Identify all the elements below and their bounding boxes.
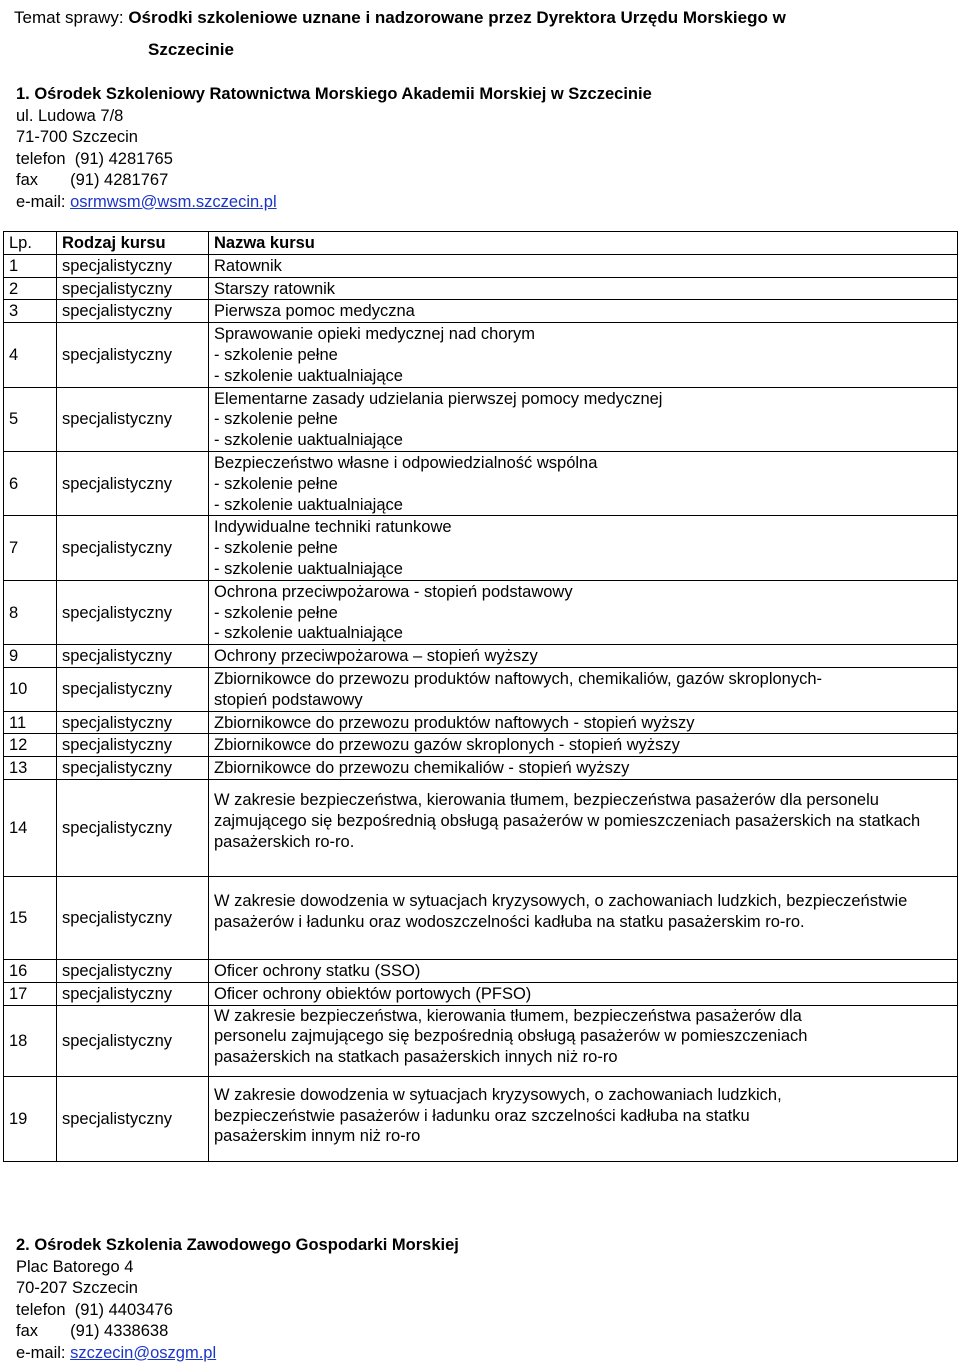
course-name-line: personelu zajmującego się bezpośrednią obsługą pasażerów w pomieszczeniach xyxy=(214,1026,953,1047)
row-course-type: specjalistyczny xyxy=(57,451,209,515)
course-name-line: Oficer ochrony obiektów portowych (PFSO) xyxy=(214,984,953,1005)
center-street: Plac Batorego 4 xyxy=(16,1257,459,1279)
course-name-line: W zakresie dowodzenia w sytuacjach kryzysowych, o zachowaniach ludzkich, xyxy=(214,1085,953,1106)
center-name: 2. Ośrodek Szkolenia Zawodowego Gospodarki Morskiej xyxy=(16,1235,459,1257)
row-course-type: specjalistyczny xyxy=(57,277,209,300)
row-course-type: specjalistyczny xyxy=(57,779,209,876)
subject-value-continued: Szczecinie xyxy=(14,34,914,66)
center-city: 70-207 Szczecin xyxy=(16,1278,459,1300)
row-course-name xyxy=(209,959,958,982)
row-lp: 8 xyxy=(4,580,57,644)
table-row xyxy=(4,645,958,668)
email-label: e-mail: xyxy=(16,193,70,211)
row-course-type: specjalistyczny xyxy=(57,734,209,757)
table-row xyxy=(4,580,958,644)
email-link[interactable]: szczecin@oszgm.pl xyxy=(70,1344,216,1362)
course-name-line: bezpieczeństwie pasażerów i ładunku oraz szczelności kadłuba na statku xyxy=(214,1106,953,1127)
center-city: 71-700 Szczecin xyxy=(16,127,652,149)
row-course-name xyxy=(209,300,958,323)
table-row xyxy=(4,779,958,876)
center-email-row xyxy=(16,192,652,214)
header-course-name: Nazwa kursu xyxy=(209,232,958,255)
row-lp: 3 xyxy=(4,300,57,323)
course-name-line: Indywidualne techniki ratunkowe xyxy=(214,517,953,538)
row-course-type: specjalistyczny xyxy=(57,667,209,711)
row-course-type: specjalistyczny xyxy=(57,711,209,734)
course-name-line: Ochrony przeciwpożarowa – stopień wyższy xyxy=(214,646,953,667)
courses-table xyxy=(3,231,958,1162)
center-name: 1. Ośrodek Szkoleniowy Ratownictwa Morskiego Akademii Morskiej w Szczecinie xyxy=(16,84,652,106)
row-lp: 13 xyxy=(4,757,57,780)
table-row xyxy=(4,877,958,960)
row-course-type: specjalistyczny xyxy=(57,959,209,982)
course-name-line: - szkolenie pełne xyxy=(214,538,953,559)
row-lp: 7 xyxy=(4,516,57,580)
row-lp: 14 xyxy=(4,779,57,876)
row-course-type: specjalistyczny xyxy=(57,757,209,780)
row-lp: 5 xyxy=(4,387,57,451)
subject-value: Ośrodki szkoleniowe uznane i nadzorowane przez Dyrektora Urzędu Morskiego w xyxy=(128,8,785,27)
row-course-name xyxy=(209,1076,958,1161)
row-course-name: W zakresie dowodzenia w sytuacjach kryzysowych, o zachowaniach ludzkich, bezpieczeństwie pasażerów i ładunku oraz wodoszczelności kadłuba na statku pasażerskim ro-ro. xyxy=(209,877,958,960)
course-name-line: - szkolenie pełne xyxy=(214,345,953,366)
row-lp: 6 xyxy=(4,451,57,515)
row-course-type: specjalistyczny xyxy=(57,387,209,451)
table-row xyxy=(4,387,958,451)
row-course-name xyxy=(209,451,958,515)
table-row xyxy=(4,323,958,387)
course-name-line: Zbiornikowce do przewozu produktów naftowych - stopień wyższy xyxy=(214,713,953,734)
table-row xyxy=(4,1076,958,1161)
row-course-type: specjalistyczny xyxy=(57,877,209,960)
course-name-line: - szkolenie uaktualniające xyxy=(214,430,953,451)
course-name-line: Starszy ratownik xyxy=(214,279,953,300)
center-phone: telefon (91) 4403476 xyxy=(16,1300,459,1322)
table-row xyxy=(4,300,958,323)
row-course-type: specjalistyczny xyxy=(57,645,209,668)
row-course-type: specjalistyczny xyxy=(57,323,209,387)
row-lp: 2 xyxy=(4,277,57,300)
row-course-name xyxy=(209,387,958,451)
course-name-line: Zbiornikowce do przewozu chemikaliów - stopień wyższy xyxy=(214,758,953,779)
table-row xyxy=(4,667,958,711)
course-name-line: Sprawowanie opieki medycznej nad chorym xyxy=(214,324,953,345)
course-name-line: W zakresie bezpieczeństwa, kierowania tłumem, bezpieczeństwa pasażerów dla xyxy=(214,1006,953,1027)
row-lp: 19 xyxy=(4,1076,57,1161)
row-course-name xyxy=(209,254,958,277)
row-lp: 10 xyxy=(4,667,57,711)
course-name-line: - szkolenie uaktualniające xyxy=(214,623,953,644)
email-link[interactable]: osrmwsm@wsm.szczecin.pl xyxy=(70,193,277,211)
row-course-name xyxy=(209,982,958,1005)
table-row xyxy=(4,959,958,982)
table-row xyxy=(4,451,958,515)
course-name-line: - szkolenie pełne xyxy=(214,409,953,430)
row-lp: 9 xyxy=(4,645,57,668)
row-lp: 4 xyxy=(4,323,57,387)
course-name-line: Oficer ochrony statku (SSO) xyxy=(214,961,953,982)
row-course-name xyxy=(209,1005,958,1076)
row-lp: 18 xyxy=(4,1005,57,1076)
table-header-row xyxy=(4,232,958,255)
row-course-type: specjalistyczny xyxy=(57,516,209,580)
course-name-line: - szkolenie uaktualniające xyxy=(214,559,953,580)
row-course-type: specjalistyczny xyxy=(57,300,209,323)
course-name-line: Zbiornikowce do przewozu produktów naftowych, chemikaliów, gazów skroplonych- xyxy=(214,669,953,690)
row-course-name xyxy=(209,516,958,580)
row-course-name xyxy=(209,323,958,387)
row-lp: 1 xyxy=(4,254,57,277)
course-name-line: Bezpieczeństwo własne i odpowiedzialność wspólna xyxy=(214,453,953,474)
row-course-type: specjalistyczny xyxy=(57,580,209,644)
course-name-line: - szkolenie uaktualniające xyxy=(214,366,953,387)
course-name-line: Pierwsza pomoc medyczna xyxy=(214,301,953,322)
table-row xyxy=(4,516,958,580)
row-course-name xyxy=(209,645,958,668)
center-fax: fax (91) 4281767 xyxy=(16,170,652,192)
center-phone: telefon (91) 4281765 xyxy=(16,149,652,171)
table-row xyxy=(4,1005,958,1076)
course-name-line: - szkolenie pełne xyxy=(214,603,953,624)
table-row xyxy=(4,982,958,1005)
row-lp: 15 xyxy=(4,877,57,960)
course-name-line: Ratownik xyxy=(214,256,953,277)
course-name-line: - szkolenie pełne xyxy=(214,474,953,495)
course-name-line: stopień podstawowy xyxy=(214,690,953,711)
center-email-row xyxy=(16,1343,459,1364)
row-course-name: W zakresie bezpieczeństwa, kierowania tłumem, bezpieczeństwa pasażerów dla personelu zajmującego się bezpośrednią obsługą pasażerów w pomieszczeniach pasażerskich na statkach pasażerskich ro-ro. xyxy=(209,779,958,876)
course-name-line: - szkolenie uaktualniające xyxy=(214,495,953,516)
row-course-type: specjalistyczny xyxy=(57,1005,209,1076)
row-course-name xyxy=(209,734,958,757)
row-course-type: specjalistyczny xyxy=(57,1076,209,1161)
row-lp: 16 xyxy=(4,959,57,982)
row-lp: 11 xyxy=(4,711,57,734)
course-name-line: Ochrona przeciwpożarowa - stopień podstawowy xyxy=(214,582,953,603)
training-center-2 xyxy=(16,1235,459,1364)
email-label: e-mail: xyxy=(16,1344,70,1362)
header-course-type: Rodzaj kursu xyxy=(57,232,209,255)
course-name-line: Zbiornikowce do przewozu gazów skroplonych - stopień wyższy xyxy=(214,735,953,756)
row-course-type: specjalistyczny xyxy=(57,982,209,1005)
table-row xyxy=(4,277,958,300)
row-course-name xyxy=(209,277,958,300)
row-course-name xyxy=(209,711,958,734)
table-row xyxy=(4,757,958,780)
center-street: ul. Ludowa 7/8 xyxy=(16,106,652,128)
training-center-1 xyxy=(16,84,652,213)
table-row xyxy=(4,711,958,734)
course-name-line: pasażerskich na statkach pasażerskich innych niż ro-ro xyxy=(214,1047,953,1068)
table-row xyxy=(4,254,958,277)
row-lp: 17 xyxy=(4,982,57,1005)
row-course-name xyxy=(209,667,958,711)
table-row xyxy=(4,734,958,757)
subject-line xyxy=(14,2,914,66)
header-lp: Lp. xyxy=(4,232,57,255)
center-fax: fax (91) 4338638 xyxy=(16,1321,459,1343)
row-course-type: specjalistyczny xyxy=(57,254,209,277)
table-body xyxy=(4,254,958,1161)
row-course-name xyxy=(209,757,958,780)
row-lp: 12 xyxy=(4,734,57,757)
course-name-line: pasażerskim innym niż ro-ro xyxy=(214,1126,953,1147)
course-name-line: Elementarne zasady udzielania pierwszej pomocy medycznej xyxy=(214,389,953,410)
subject-label: Temat sprawy: xyxy=(14,8,124,27)
row-course-name xyxy=(209,580,958,644)
